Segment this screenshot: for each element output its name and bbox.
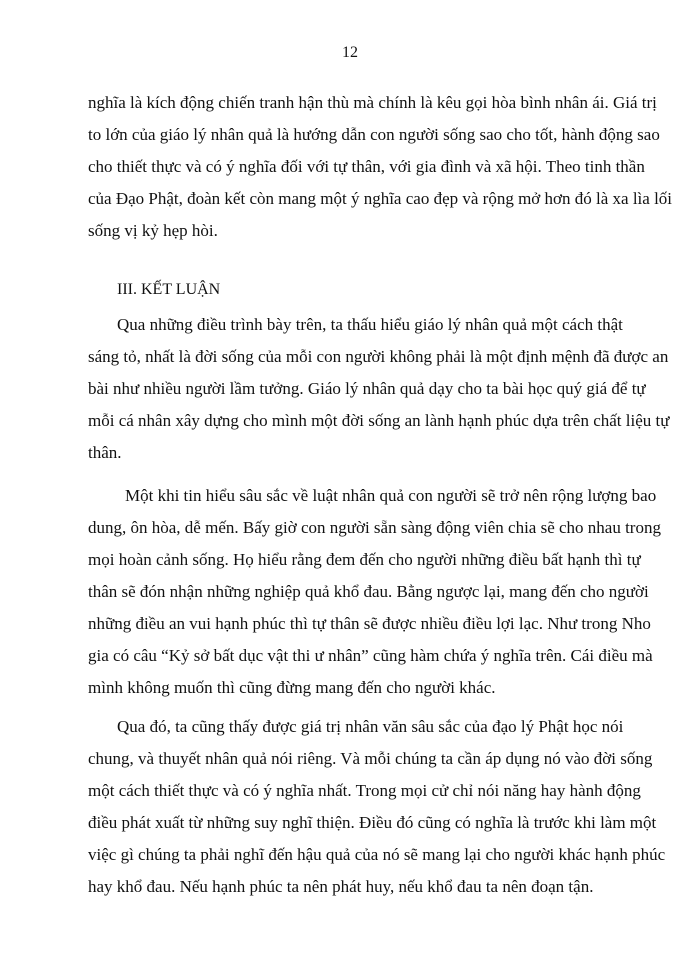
text-line: sống vị kỷ hẹp hòi.	[88, 221, 218, 240]
text-line: nghĩa là kích động chiến tranh hận thù mà chính là kêu gọi hòa bình nhân ái. Giá trị	[88, 93, 657, 112]
text-line: mọi hoàn cảnh sống. Họ hiểu rằng đem đến cho người những điều bất hạnh thì tự	[88, 550, 641, 569]
text-line: Qua đó, ta cũng thấy được giá trị nhân văn sâu sắc của đạo lý Phật học nói	[117, 717, 624, 736]
text-line: Qua những điều trình bày trên, ta thấu hiểu giáo lý nhân quả một cách thật	[117, 315, 623, 334]
text-line: sáng tỏ, nhất là đời sống của mỗi con người không phải là một định mệnh đã được an	[88, 347, 669, 366]
text-line: thân sẽ đón nhận những nghiệp quả khổ đau. Bằng ngược lại, mang đến cho người	[88, 582, 649, 601]
text-line: Một khi tin hiểu sâu sắc về luật nhân quả con người sẽ trở nên rộng lượng bao	[125, 486, 657, 505]
text-line: hay khổ đau. Nếu hạnh phúc ta nên phát huy, nếu khổ đau ta nên đoạn tận.	[88, 877, 594, 896]
text-line: những điều an vui hạnh phúc thì tự thân sẽ được nhiều điều lợi lạc. Như trong Nho	[88, 614, 651, 633]
text-line: cho thiết thực và có ý nghĩa đối với tự thân, với gia đình và xã hội. Theo tinh thần	[88, 157, 645, 176]
text-line: bài như nhiều người lầm tưởng. Giáo lý nhân quả dạy cho ta bài học quý giá để tự	[88, 379, 646, 398]
text-line: của Đạo Phật, đoàn kết còn mang một ý nghĩa cao đẹp và rộng mở hơn đó là xa lìa lối	[88, 189, 673, 208]
text-line: một cách thiết thực và có ý nghĩa nhất. Trong mọi cử chỉ nói năng hay hành động	[88, 781, 641, 800]
text-line: chung, và thuyết nhân quả nói riêng. Và mỗi chúng ta cần áp dụng nó vào đời sống	[88, 749, 653, 768]
text-line: điều phát xuất từ những suy nghĩ thiện. Điều đó cũng có nghĩa là trước khi làm một	[88, 813, 657, 832]
section-heading: III. KẾT LUẬN	[117, 281, 221, 298]
text-line: mỗi cá nhân xây dựng cho mình một đời sống an lành hạnh phúc dựa trên chất liệu tự	[88, 411, 670, 430]
text-line: to lớn của giáo lý nhân quả là hướng dẫn con người sống sao cho tốt, hành động sao	[88, 125, 660, 144]
text-line: mình không muốn thì cũng đừng mang đến cho người khác.	[88, 678, 496, 697]
text-line: việc gì chúng ta phải nghĩ đến hậu quả của nó sẽ mang lại cho người khác hạnh phúc	[88, 845, 666, 864]
text-line: thân.	[88, 443, 122, 462]
page-number: 12	[342, 44, 358, 61]
text-line: dung, ôn hòa, dễ mến. Bấy giờ con người sẵn sàng động viên chia sẽ cho nhau trong	[88, 518, 661, 537]
text-line: gia có câu “Kỷ sở bất dục vật thi ư nhân” cũng hàm chứa ý nghĩa trên. Cái điều mà	[88, 646, 653, 665]
